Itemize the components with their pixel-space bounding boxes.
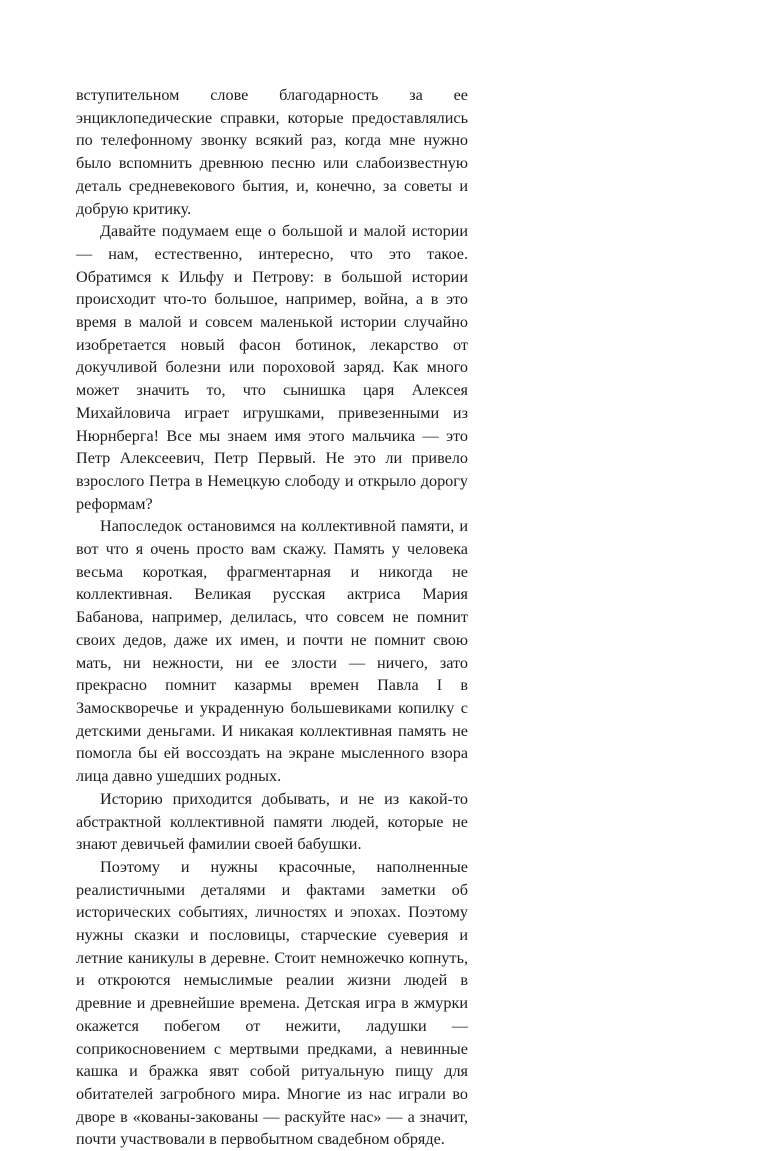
paragraph-memory: Напоследок остановимся на коллективной памяти, и вот что я очень просто вам скажу. Память у человека весьма короткая, фрагментарная и никогда не коллективная. Великая русская актриса Мария Бабанова, например, делилась, что совсем не помнит своих дедов, даже их имен, и почти не помнит свою мать, ни нежности, ни ее злости — ничего, зато прекрасно помнит казармы времен Павла I в Замоскворечье и украденную большевиками копилку с детскими деньгами. И никакая коллективная память не помогла бы ей воссоздать на экране мысленного взора лица давно ушедших родных.: [76, 517, 468, 786]
book-page: [76, 84, 468, 1151]
paragraph-history: Давайте подумаем еще о большой и малой истории — нам, естественно, интересно, что это такое. Обратимся к Ильфу и Петрову: в большой истории происходит что-то большое, например, война, а в это время в малой и совсем маленькой истории случайно изобретается новый фасон ботинок, лекарство от докучливой болезни или пороховой заряд. Как много может значить то, что сынишка царя Алексея Михайловича играет игрушками, привезенными из Нюрнберга! Все мы знаем имя этого мальчика — это Петр Алексеевич, Петр Первый. Не это ли привело взрослого Петра в Немецкую слободу и открыло дорогу реформам?: [76, 222, 468, 513]
paragraph-extraction: Историю приходится добывать, и не из какой-то абстрактной коллективной памяти людей, которые не знают девичьей фамилии своей бабушки.: [76, 789, 468, 854]
paragraph-continuation: вступительном слове благодарность за ее энциклопедические справки, которые предоставлялись по телефонному звонку всякий раз, когда мне нужно было вспомнить древнюю песню или слабоизвестную деталь средневекового бытия, и, конечно, за советы и добрую критику.: [76, 86, 468, 218]
paragraph-details: Поэтому и нужны красочные, наполненные реалистичными деталями и фактами заметки об исторических событиях, личностях и эпохах. Поэтому нужны сказки и пословицы, старческие суеверия и летние каникулы в деревне. Стоит немножечко копнуть, и откроются немыслимые реалии жизни людей в древние и древнейшие времена. Детская игра в жмурки окажется побегом от нежити, ладушки — соприкосновением с мертвыми предками, а невинные кашка и бражка явят собой ритуальную пищу для обитателей загробного мира. Многие из нас играли во дворе в «кованы-закованы — раскуйте нас» — а значит, почти участвовали в первобытном свадебном обряде.: [76, 857, 468, 1149]
